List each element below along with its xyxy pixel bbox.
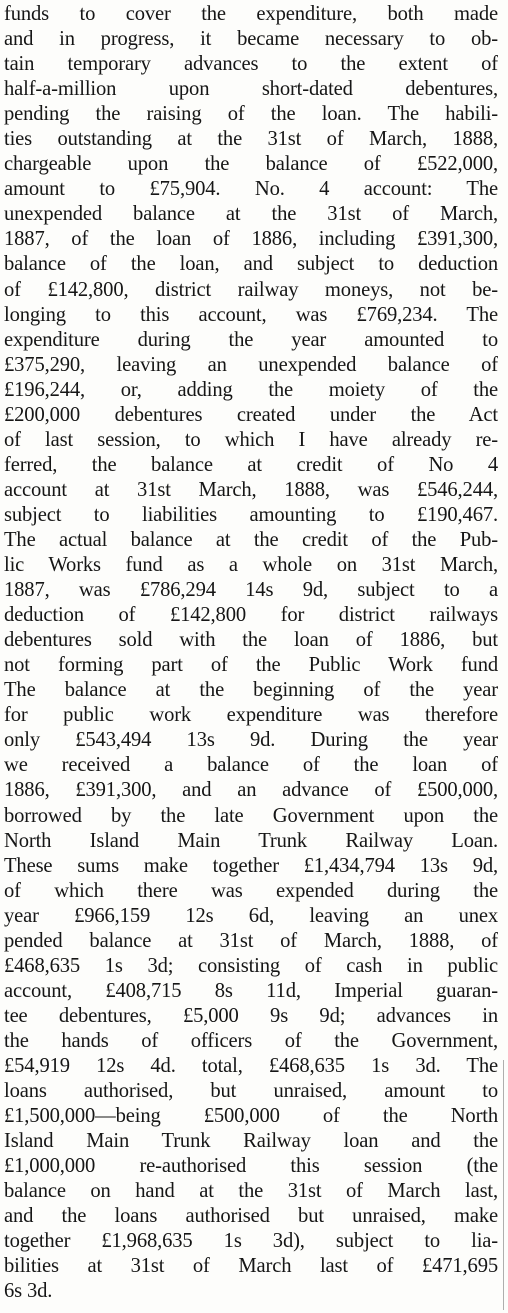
text-line: £196,244, or, adding the moiety of the — [4, 378, 498, 401]
text-line: we received a balance of the loan of — [4, 754, 498, 777]
text-line: ties outstanding at the 31st of March, 1888, — [4, 128, 498, 151]
text-line: unexpended balance at the 31st of March, — [4, 203, 498, 226]
text-line: loans authorised, but unraised, amount to — [4, 1080, 498, 1103]
text-line: funds to cover the expenditure, both made — [4, 3, 498, 25]
text-line: debentures sold with the loan of 1886, but — [4, 629, 498, 652]
text-line: lic Works fund as a whole on 31st March, — [4, 554, 498, 577]
text-line: bilities at 31st of March last of £471,695 — [4, 1255, 498, 1278]
text-line: North Island Main Trunk Railway Loan. — [4, 829, 498, 852]
text-line: not forming part of the Public Work fund — [4, 654, 498, 677]
text-line: 1887, was £786,294 14s 9d, subject to a — [4, 579, 498, 602]
article-column — [4, 2, 498, 1304]
text-line: £200,000 debentures created under the Act — [4, 403, 498, 426]
text-line: together £1,968,635 1s 3d), subject to lia- — [4, 1230, 498, 1253]
text-line: £375,290, leaving an unexpended balance of — [4, 353, 498, 376]
text-line: £1,500,000—being £500,000 of the North — [4, 1105, 498, 1128]
text-line: £468,635 1s 3d; consisting of cash in public — [4, 954, 498, 977]
text-line: tee debentures, £5,000 9s 9d; advances in — [4, 1004, 498, 1027]
text-line: of which there was expended during the — [4, 879, 498, 902]
text-line: account, £408,715 8s 11d, Imperial guaran- — [4, 979, 498, 1002]
text-line: of last session, to which I have already re- — [4, 428, 498, 451]
text-line: subject to liabilities amounting to £190,467. — [4, 503, 498, 526]
text-line: The balance at the beginning of the year — [4, 679, 498, 702]
text-line: only £543,494 13s 9d. During the year — [4, 729, 498, 752]
text-line: £1,000,000 re-authorised this session (the — [4, 1155, 498, 1178]
text-line: deduction of £142,800 for district railways — [4, 604, 498, 627]
text-line: 1887, of the loan of 1886, including £391,300, — [4, 228, 498, 251]
text-line: ferred, the balance at credit of No 4 — [4, 453, 498, 476]
text-line: borrowed by the late Government upon the — [4, 804, 498, 827]
text-line: half-a-million upon short-dated debentures, — [4, 78, 498, 101]
text-line: Island Main Trunk Railway loan and the — [4, 1130, 498, 1153]
column-rule — [503, 1060, 504, 1310]
text-line: of £142,800, district railway moneys, not be- — [4, 278, 498, 301]
text-line: the hands of officers of the Government, — [4, 1029, 498, 1052]
text-line: These sums make together £1,434,794 13s 9d, — [4, 854, 498, 877]
text-line: balance on hand at the 31st of March last, — [4, 1180, 498, 1203]
text-line: 1886, £391,300, and an advance of £500,000, — [4, 779, 498, 802]
text-line: for public work expenditure was therefore — [4, 704, 498, 727]
text-line: balance of the loan, and subject to deduction — [4, 253, 498, 276]
text-line: longing to this account, was £769,234. The — [4, 303, 498, 326]
text-line: year £966,159 12s 6d, leaving an unex — [4, 904, 498, 927]
text-line: The actual balance at the credit of the Pub- — [4, 528, 498, 551]
text-line: 6s 3d. — [4, 1280, 53, 1303]
text-line: expenditure during the year amounted to — [4, 328, 498, 351]
text-line: amount to £75,904. No. 4 account: The — [4, 178, 498, 201]
text-line: pending the raising of the loan. The habili- — [4, 103, 498, 126]
text-line: account at 31st March, 1888, was £546,244, — [4, 478, 498, 501]
text-line: tain temporary advances to the extent of — [4, 53, 498, 76]
text-line: £54,919 12s 4d. total, £468,635 1s 3d. The — [4, 1054, 498, 1077]
text-line: and the loans authorised but unraised, make — [4, 1205, 498, 1228]
text-line: pended balance at 31st of March, 1888, of — [4, 929, 498, 952]
text-line: chargeable upon the balance of £522,000, — [4, 153, 498, 176]
text-line: and in progress, it became necessary to ob- — [4, 28, 498, 51]
